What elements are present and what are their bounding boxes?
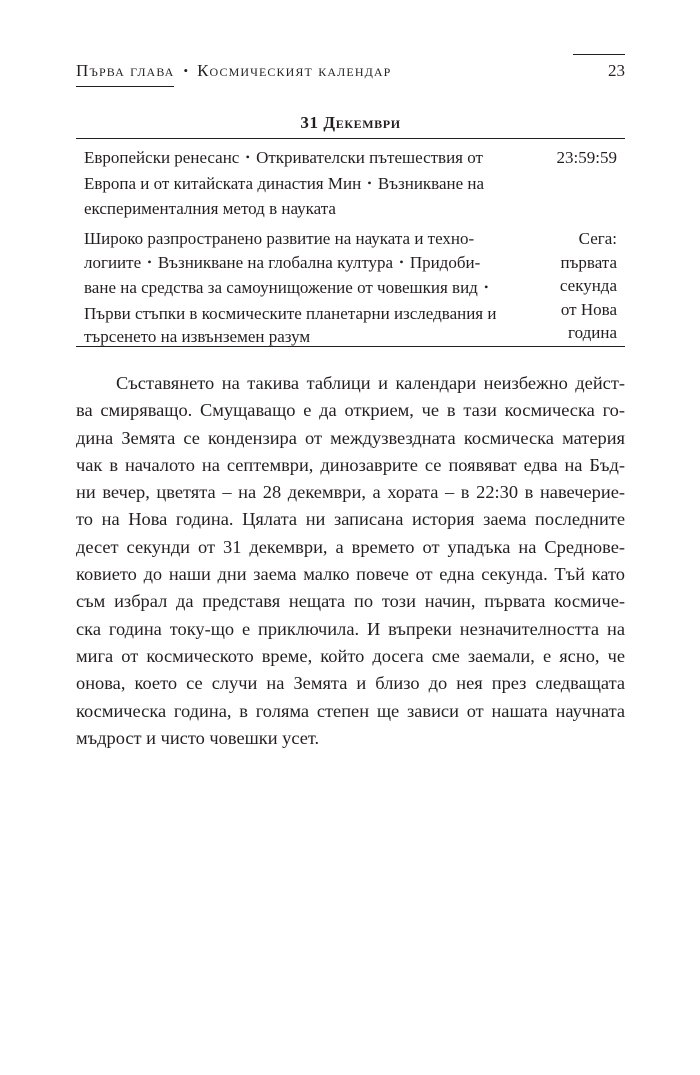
paragraph-line: чак в началото на септември, динозаврите се появяват едва на Бъд- (76, 454, 625, 475)
event-description (84, 146, 524, 221)
paragraph-line: десет секунди от 31 декември, а времето от упадъка на Среднове- (76, 536, 625, 557)
time-line: Сега: (578, 229, 617, 248)
section-title: Космическият календар (197, 61, 392, 80)
event-time (527, 146, 617, 170)
paragraph-line: то на Нова година. Цялата ни записана история заема последните (76, 509, 625, 530)
event-line: търсенето на извънземен разум (84, 327, 311, 346)
bullet-separator: • (367, 175, 372, 190)
event-line: Широко разпространено развитие на науката и техно- (84, 229, 475, 248)
paragraph-line: ска година току-що е приключила. И въпреки незначителността на (76, 618, 625, 639)
bullet-separator: • (245, 150, 250, 164)
paragraph-line: ковието до наши дни заема малко повече от една секунда. Тъй като (76, 564, 625, 585)
bullet-separator: • (399, 254, 404, 269)
event-line: Европейски ренесанс • Откривателски пътешествия от (84, 148, 483, 167)
running-header (76, 60, 625, 90)
body-paragraph (76, 370, 625, 752)
event-line: Европа и от китайската династия Мин • Възникване на (84, 173, 485, 193)
event-time (527, 227, 617, 345)
paragraph-line: мига от космическото време, който досега сме заемали, е ясно, че (76, 645, 625, 666)
page-number: 23 (608, 61, 625, 80)
time-line: секунда (559, 276, 617, 295)
bullet-separator: • (147, 254, 152, 269)
paragraph-line: онова, което се случи на Земята и близо до нея през следващата (76, 673, 625, 694)
time-line: първата (560, 252, 617, 272)
paragraph-line: дина Земята се кондензира от междузвездната космическа материя (76, 427, 625, 448)
event-description (84, 227, 524, 349)
event-line: ване на средства за самоунищожение от човешкия вид • (84, 278, 489, 297)
paragraph-line: космическа година, в голяма степен ще зависи от нашата научната (76, 700, 625, 721)
table-bottom-rule (76, 346, 625, 347)
header-rule-right (573, 54, 625, 55)
bullet-separator: • (484, 280, 489, 294)
table-top-rule (76, 138, 625, 139)
paragraph-line: ва смиряващо. Смущаващо е да открием, че в тази космическа го- (76, 400, 625, 421)
paragraph-line: мъдрост и чисто човешки усет. (76, 727, 320, 748)
time-line: 23:59:59 (556, 148, 617, 167)
event-line: логиите • Възникване на глобална култура • Придоби- (84, 252, 481, 272)
time-line: година (568, 323, 617, 342)
running-header-left (76, 60, 391, 83)
table-title: 31 Декември (300, 113, 401, 132)
paragraph-line: съм избрал да представя нещата по този начин, първата космиче- (76, 591, 625, 612)
chapter-title: Първа глава (76, 61, 175, 80)
event-line: Първи стъпки в космическите планетарни изследвания и (84, 303, 497, 323)
event-line: експерименталния метод в науката (84, 199, 336, 218)
header-bullet: • (183, 63, 190, 78)
paragraph-line: ни вечер, цветята – на 28 декември, а хората – в 22:30 в навечерие- (76, 482, 625, 503)
paragraph-line: Съставянето на такива таблици и календари неизбежно дейст- (116, 373, 625, 393)
time-line: от Нова (560, 299, 617, 319)
header-rule-left (76, 86, 174, 87)
